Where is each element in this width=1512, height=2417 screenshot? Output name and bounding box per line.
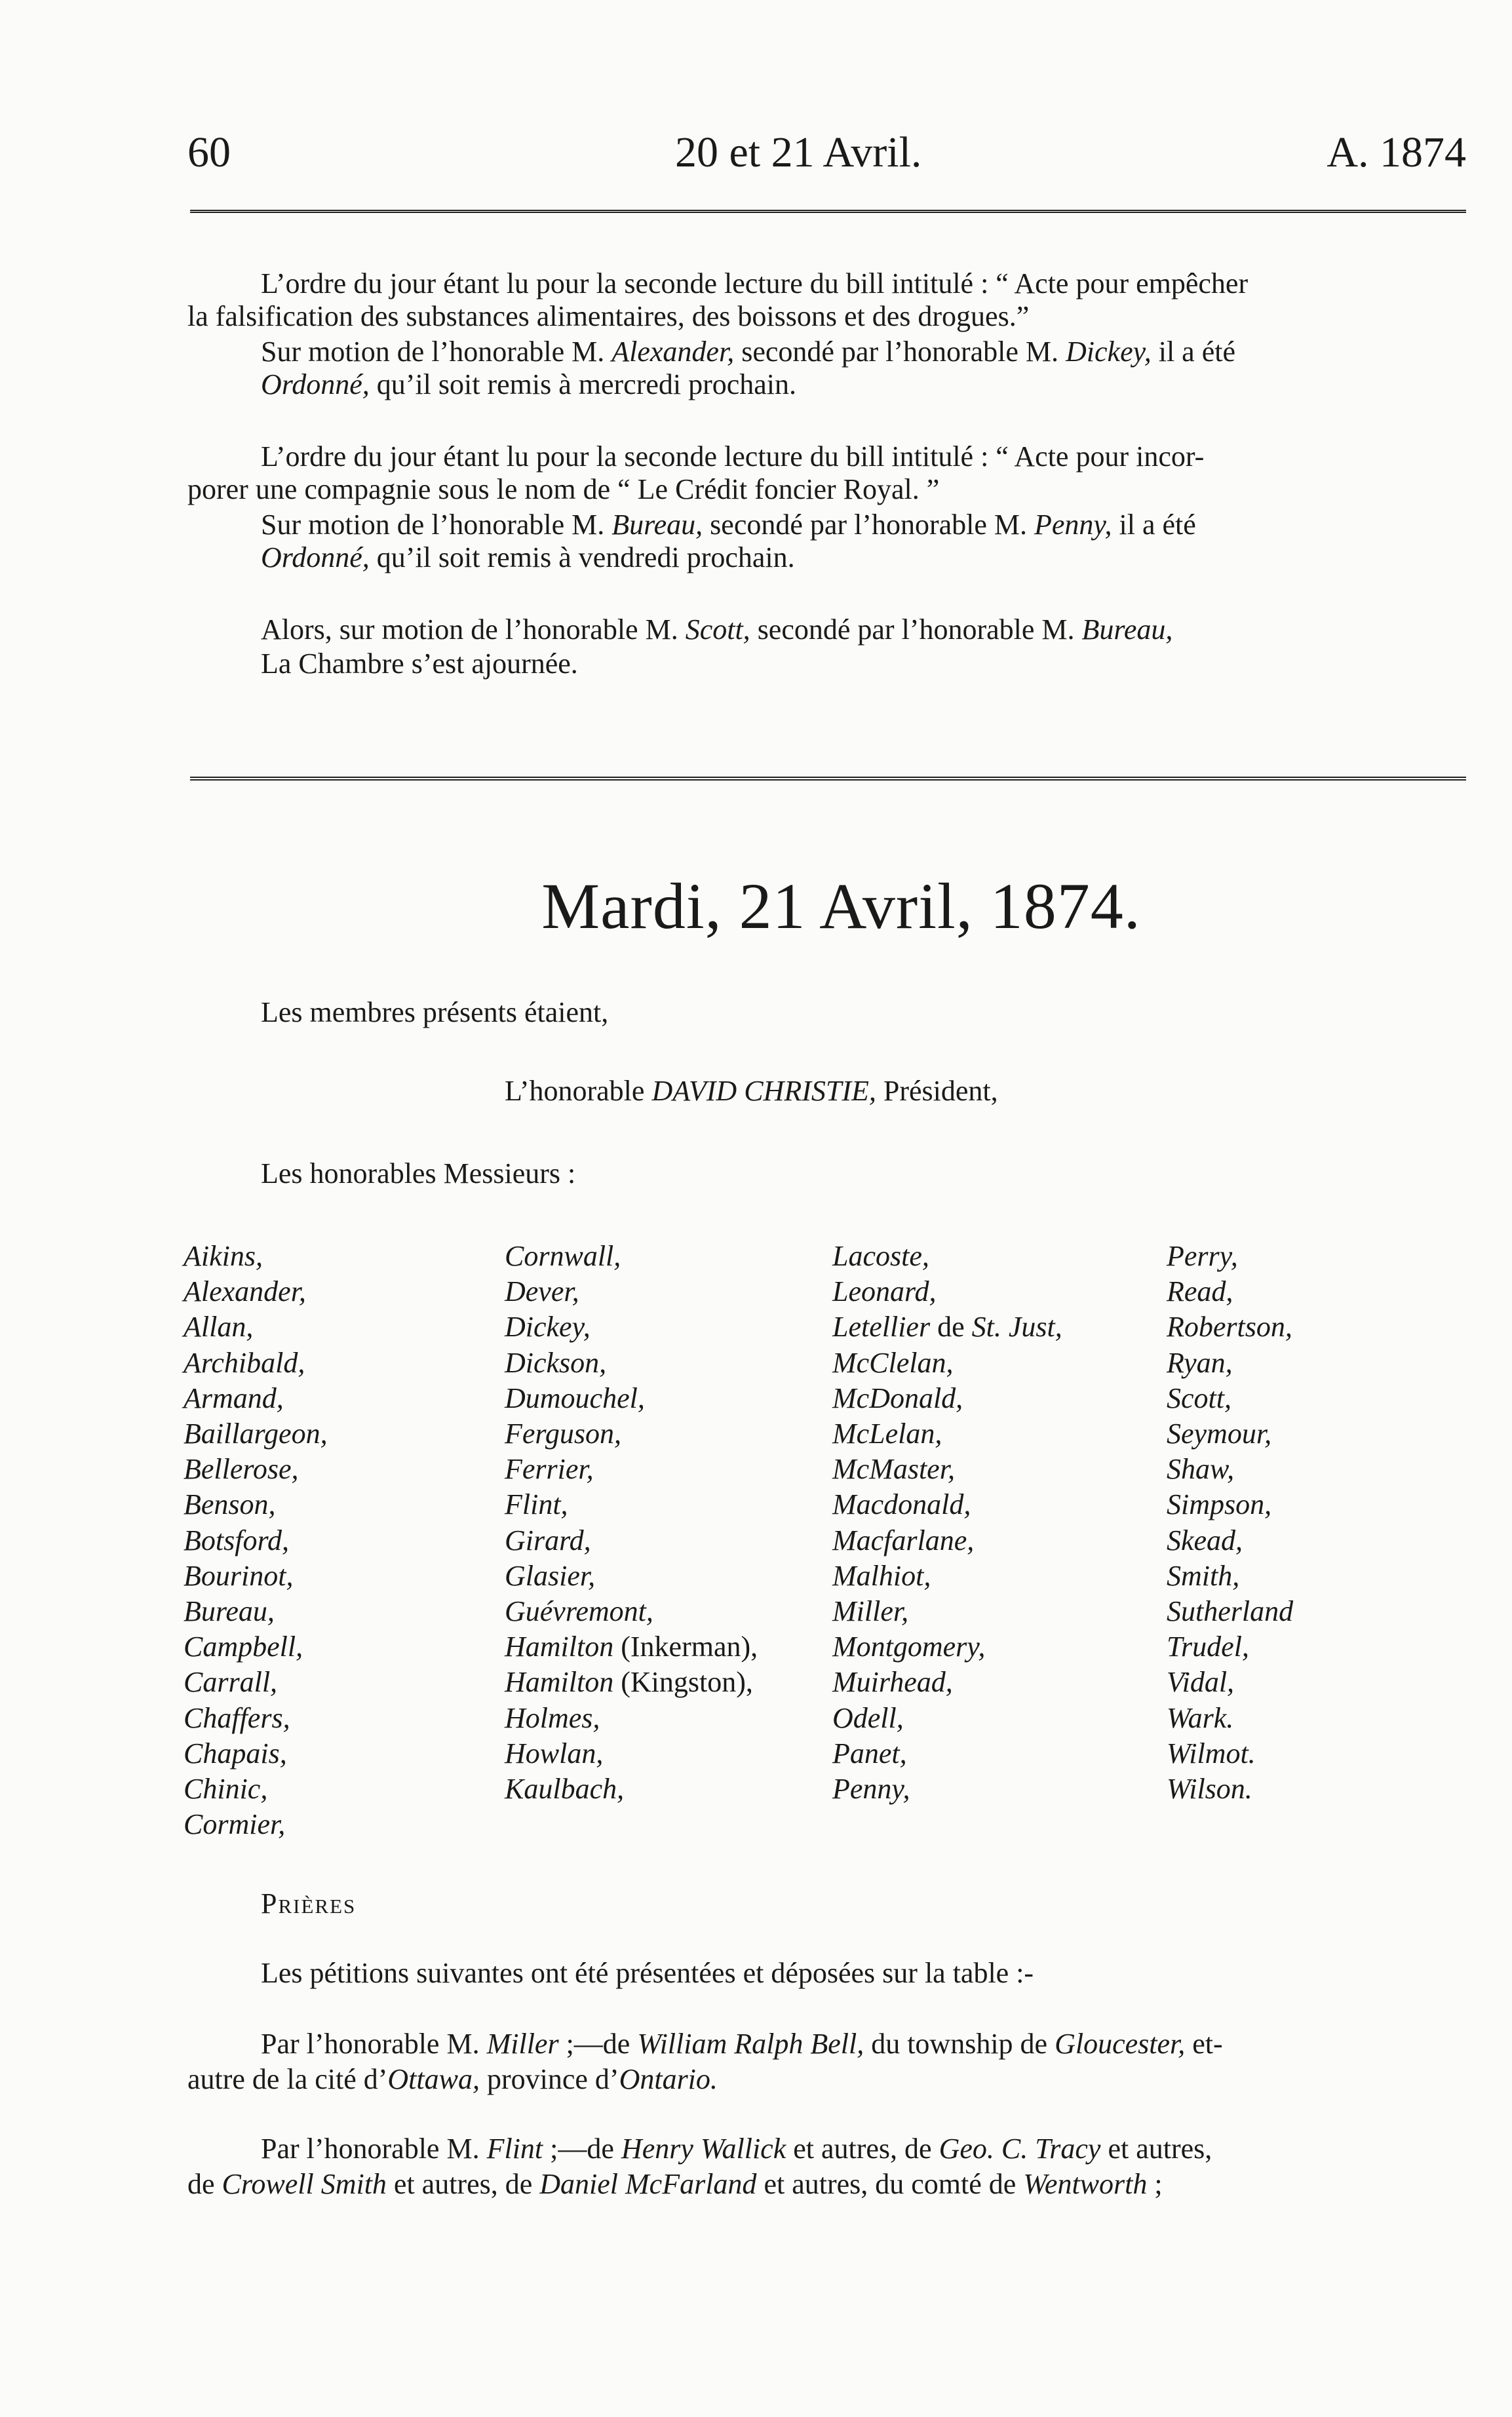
members-column-2 [505, 1239, 758, 1807]
member-name: Holmes, [505, 1701, 600, 1734]
member-name: Carrall, [184, 1666, 278, 1699]
member-name: Macfarlane, [832, 1524, 975, 1557]
section-divider [190, 777, 1466, 786]
member-name: Scott, [685, 613, 750, 646]
member-name: Allan, [184, 1311, 254, 1344]
member-name: Robertson, [1167, 1311, 1292, 1344]
member-name: Perry, [1167, 1240, 1238, 1272]
member-name: Campbell, [184, 1631, 303, 1663]
member-name: Ryan, [1167, 1346, 1233, 1379]
member-name: Hamilton (Kingston), [505, 1666, 753, 1699]
member-name: Scott, [1167, 1382, 1231, 1414]
para4-line2: Ordonné, qu’il soit remis à vendredi prochain. [261, 541, 795, 573]
member-name: Chapais, [184, 1737, 287, 1769]
honorables-heading: Les honorables Messieurs : [261, 1157, 576, 1189]
member-name: Armand, [184, 1382, 284, 1414]
member-name: Trudel, [1167, 1631, 1249, 1663]
para5-line2: La Chambre s’est ajournée. [261, 648, 578, 680]
president-line: L’honorable DAVID CHRISTIE, Président, [505, 1075, 998, 1107]
member-name: Bureau, [611, 509, 703, 541]
para2-line2: Ordonné, qu’il soit remis à mercredi prochain. [261, 368, 797, 400]
header-date: 20 et 21 Avril. [675, 128, 922, 176]
member-name: McDonald, [832, 1382, 963, 1414]
member-name: Dickey, [505, 1311, 591, 1344]
member-name: McMaster, [832, 1453, 955, 1486]
member-name: Montgomery, [832, 1631, 986, 1663]
member-name: Dickey, [1066, 336, 1152, 368]
member-name: Read, [1167, 1275, 1233, 1308]
member-name: Sutherland [1167, 1595, 1294, 1628]
member-name: Penny, [832, 1773, 910, 1806]
member-name: Penny, [1034, 509, 1112, 541]
member-name: Panet, [832, 1737, 907, 1769]
member-name: Howlan, [505, 1737, 604, 1769]
member-name: Chinic, [184, 1773, 268, 1806]
member-name: Girard, [505, 1524, 591, 1557]
member-name: Leonard, [832, 1275, 937, 1308]
member-name: Dickson, [505, 1346, 607, 1379]
member-name: Dever, [505, 1275, 579, 1308]
para3-line1: L’ordre du jour étant lu pour la seconde lecture du bill intitulé : “ Acte pour incor- [261, 440, 1205, 473]
member-name: Letellier de St. Just, [832, 1311, 1062, 1344]
member-name: Seymour, [1167, 1418, 1272, 1450]
member-name: Bourinot, [184, 1559, 294, 1592]
member-name: Wark. [1167, 1701, 1234, 1734]
member-name: Vidal, [1167, 1666, 1235, 1699]
member-name: Botsford, [184, 1524, 289, 1557]
para4-line1: Sur motion de l’honorable M. Bureau, secondé par l’honorable M. Penny, il a été [261, 509, 1196, 541]
member-name: Chaffers, [184, 1701, 290, 1734]
member-name: Lacoste, [832, 1240, 929, 1272]
member-name: Guévremont, [505, 1595, 653, 1628]
members-column-4 [1167, 1239, 1293, 1807]
member-name: Bureau, [184, 1595, 275, 1628]
member-name: Muirhead, [832, 1666, 953, 1699]
member-name: Simpson, [1167, 1488, 1272, 1521]
member-name: Dumouchel, [505, 1382, 645, 1414]
member-name: Ferguson, [505, 1418, 622, 1450]
member-name: Hamilton (Inkerman), [505, 1631, 758, 1663]
members-column-1 [184, 1239, 328, 1842]
member-name: Odell, [832, 1701, 904, 1734]
page-number: 60 [187, 128, 231, 176]
para5-line1: Alors, sur motion de l’honorable M. Scott, secondé par l’honorable M. Bureau, [261, 613, 1173, 646]
para1-line2: la falsification des substances alimentaires, des boissons et des drogues.” [187, 300, 1030, 332]
session-title: Mardi, 21 Avril, 1874. [541, 870, 1141, 942]
member-name: Miller, [832, 1595, 909, 1628]
member-name: Macdonald, [832, 1488, 971, 1521]
member-name: Malhiot, [832, 1559, 931, 1592]
member-name: Baillargeon, [184, 1418, 328, 1450]
prayers-heading: Prières [261, 1887, 357, 1920]
member-name: Archibald, [184, 1346, 305, 1379]
president-name: DAVID CHRISTIE, [651, 1075, 876, 1107]
member-name: Skead, [1167, 1524, 1243, 1557]
member-name: Cornwall, [505, 1240, 621, 1272]
petition1-line1: Par l’honorable M. Miller ;—de William Ralph Bell, du township de Gloucester, et- [261, 2028, 1223, 2060]
member-name: Smith, [1167, 1559, 1240, 1592]
member-name: Bureau, [1081, 613, 1173, 646]
petition2-line2: de Crowell Smith et autres, de Daniel McFarland et autres, du comté de Wentworth ; [187, 2168, 1163, 2200]
petitions-intro: Les pétitions suivantes ont été présentées et déposées sur la table :- [261, 1957, 1034, 1989]
members-column-3 [832, 1239, 1062, 1807]
member-name: Aikins, [184, 1240, 263, 1272]
header-year: A. 1874 [1327, 128, 1466, 176]
petition2-line1: Par l’honorable M. Flint ;—de Henry Wallick et autres, de Geo. C. Tracy et autres, [261, 2133, 1212, 2165]
para3-line2: porer une compagnie sous le nom de “ Le Crédit foncier Royal. ” [187, 473, 940, 505]
member-name: Kaulbach, [505, 1773, 625, 1806]
member-name: McLelan, [832, 1418, 942, 1450]
member-name: Bellerose, [184, 1453, 299, 1486]
para1-line1: L’ordre du jour étant lu pour la seconde lecture du bill intitulé : “ Acte pour empêcher [261, 267, 1249, 300]
member-name: Wilson. [1167, 1773, 1252, 1806]
member-name: Alexander, [184, 1275, 306, 1308]
member-name: Alexander, [611, 336, 735, 368]
member-name: Glasier, [505, 1559, 596, 1592]
header-rule [190, 210, 1466, 217]
para2-line1: Sur motion de l’honorable M. Alexander, secondé par l’honorable M. Dickey, il a été [261, 336, 1235, 368]
member-name: Flint, [505, 1488, 568, 1521]
members-present: Les membres présents étaient, [261, 996, 609, 1028]
petition1-line2: autre de la cité d’Ottawa, province d’Ontario. [187, 2063, 718, 2095]
member-name: Benson, [184, 1488, 276, 1521]
member-name: Shaw, [1167, 1453, 1235, 1486]
member-name: Ferrier, [505, 1453, 594, 1486]
member-name: Wilmot. [1167, 1737, 1256, 1769]
member-name: McClelan, [832, 1346, 954, 1379]
member-name: Cormier, [184, 1808, 286, 1841]
